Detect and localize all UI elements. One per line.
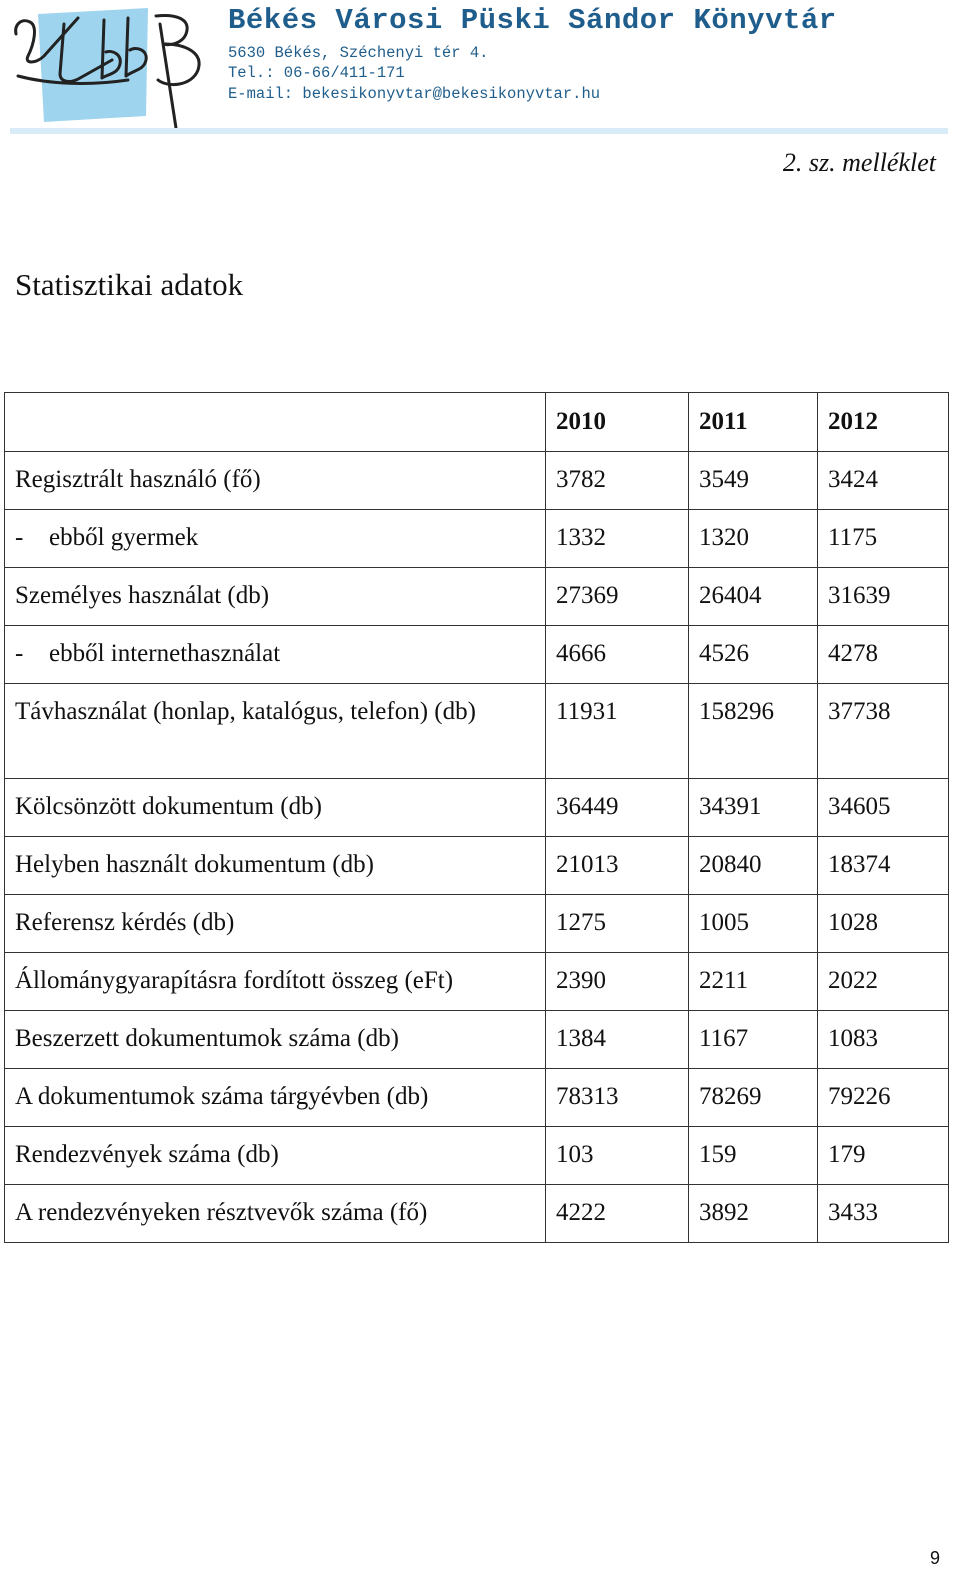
- value-cell: 1083: [818, 1011, 949, 1069]
- value-cell: 1167: [689, 1011, 818, 1069]
- value-cell: 26404: [689, 568, 818, 626]
- table-row: [5, 684, 949, 779]
- row-label: Beszerzett dokumentumok száma (db): [5, 1011, 546, 1069]
- value-cell: 2022: [818, 953, 949, 1011]
- row-label: Kölcsönzött dokumentum (db): [5, 779, 546, 837]
- logo-stroke-b3: [156, 16, 199, 85]
- table-row: [5, 953, 949, 1011]
- value-cell: 1332: [546, 510, 689, 568]
- table-row: [5, 1185, 949, 1243]
- library-name: Békés Városi Püski Sándor Könyvtár: [228, 4, 837, 37]
- value-cell: 1275: [546, 895, 689, 953]
- row-label: Referensz kérdés (db): [5, 895, 546, 953]
- table-row: [5, 626, 949, 684]
- value-cell: 179: [818, 1127, 949, 1185]
- year-header: 2010: [546, 393, 689, 452]
- value-cell: 4278: [818, 626, 949, 684]
- value-cell: 158296: [689, 684, 818, 779]
- value-cell: 3424: [818, 452, 949, 510]
- row-label: Személyes használat (db): [5, 568, 546, 626]
- value-cell: 3782: [546, 452, 689, 510]
- value-cell: 79226: [818, 1069, 949, 1127]
- value-cell: 3433: [818, 1185, 949, 1243]
- value-cell: 27369: [546, 568, 689, 626]
- statistics-table: [4, 392, 949, 1243]
- table-row: [5, 1069, 949, 1127]
- value-cell: 1384: [546, 1011, 689, 1069]
- value-cell: 78269: [689, 1069, 818, 1127]
- value-cell: 34605: [818, 779, 949, 837]
- library-logo: [8, 4, 218, 130]
- table-row: [5, 837, 949, 895]
- library-address: 5630 Békés, Széchenyi tér 4.: [228, 44, 489, 62]
- year-header: 2011: [689, 393, 818, 452]
- value-cell: 18374: [818, 837, 949, 895]
- value-cell: 37738: [818, 684, 949, 779]
- value-cell: 78313: [546, 1069, 689, 1127]
- value-cell: 11931: [546, 684, 689, 779]
- value-cell: 103: [546, 1127, 689, 1185]
- page-number: 9: [929, 1548, 940, 1568]
- table-row: [5, 895, 949, 953]
- row-label: [5, 510, 546, 568]
- value-cell: 4526: [689, 626, 818, 684]
- row-label: A dokumentumok száma tárgyévben (db): [5, 1069, 546, 1127]
- library-phone: Tel.: 06-66/411-171: [228, 64, 405, 82]
- table-row: [5, 1127, 949, 1185]
- row-label: Állománygyarapításra fordított összeg (eFt): [5, 953, 546, 1011]
- table-row: [5, 779, 949, 837]
- row-label: [5, 626, 546, 684]
- value-cell: 20840: [689, 837, 818, 895]
- library-email: E-mail: bekesikonyvtar@bekesikonyvtar.hu: [228, 85, 601, 103]
- bullet-dash: -: [15, 524, 24, 551]
- row-label: Rendezvények száma (db): [5, 1127, 546, 1185]
- row-label-text: ebből internethasználat: [49, 640, 281, 667]
- header-label-cell: [5, 393, 546, 452]
- value-cell: 2390: [546, 953, 689, 1011]
- value-cell: 1005: [689, 895, 818, 953]
- annex-label: 2. sz. melléklet: [782, 148, 936, 177]
- value-cell: 34391: [689, 779, 818, 837]
- value-cell: 31639: [818, 568, 949, 626]
- row-label: Helyben használt dokumentum (db): [5, 837, 546, 895]
- value-cell: 3549: [689, 452, 818, 510]
- value-cell: 36449: [546, 779, 689, 837]
- logo-stroke-tail: [160, 24, 176, 128]
- header-divider: [10, 128, 948, 134]
- value-cell: 4222: [546, 1185, 689, 1243]
- row-label: Regisztrált használó (fő): [5, 452, 546, 510]
- value-cell: 2211: [689, 953, 818, 1011]
- table-row: [5, 510, 949, 568]
- table-header-row: [5, 393, 949, 452]
- row-label: Távhasználat (honlap, katalógus, telefon) (db): [5, 684, 546, 779]
- logo-blue-block: [38, 8, 148, 122]
- table-row: [5, 1011, 949, 1069]
- value-cell: 21013: [546, 837, 689, 895]
- value-cell: 1320: [689, 510, 818, 568]
- year-header: 2012: [818, 393, 949, 452]
- value-cell: 1175: [818, 510, 949, 568]
- value-cell: 1028: [818, 895, 949, 953]
- table-row: [5, 452, 949, 510]
- row-label: A rendezvényeken résztvevők száma (fő): [5, 1185, 546, 1243]
- value-cell: 4666: [546, 626, 689, 684]
- row-label-text: ebből gyermek: [49, 524, 199, 551]
- table-row: [5, 568, 949, 626]
- bullet-dash: -: [15, 640, 24, 667]
- page-title: Statisztikai adatok: [15, 267, 244, 302]
- value-cell: 159: [689, 1127, 818, 1185]
- value-cell: 3892: [689, 1185, 818, 1243]
